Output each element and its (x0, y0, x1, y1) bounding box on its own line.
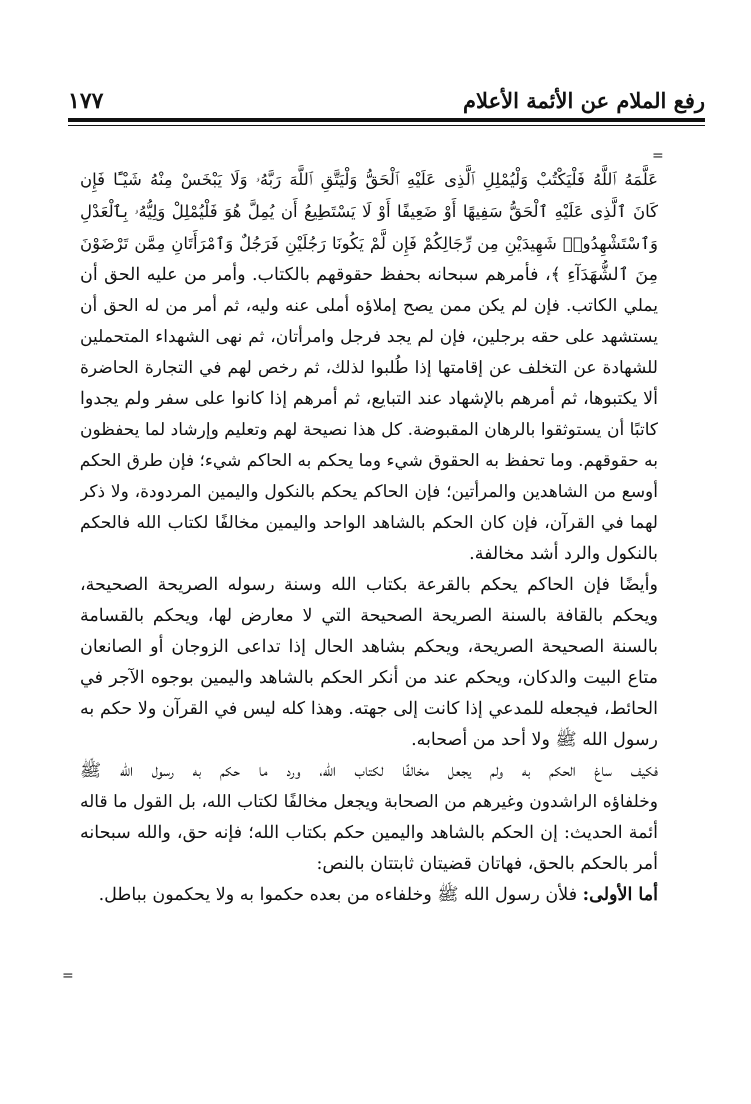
text-line: يملي الكاتب. فإن لم يكن ممن يصح إملاؤه أملى عنه وليه، ثم أمر من له الحق أن (80, 296, 658, 316)
text-line: لهما في القرآن، فإن كان الحكم بالشاهد الواحد واليمين مخالفًا لكتاب الله فالحكم (80, 513, 658, 533)
text-line: أئمة الحديث: إن الحكم بالشاهد واليمين حكم بكتاب الله؛ فإنه حق، والله سبحانه (80, 823, 658, 843)
running-title: رفع الملام عن الأئمة الأعلام (463, 88, 705, 113)
lead-label: أما الأولى: (582, 885, 658, 905)
text-line: أوسع من الشاهدين والمرأتين؛ فإن الحاكم يحكم بالنكول واليمين المردودة، ولا ذكر (80, 482, 658, 502)
continuation-mark-top: = (652, 148, 664, 164)
text-line: ويحكم بالقافة بالسنة الصريحة الصحيحة التي لا معارض لها، ويحكم بالقسامة (80, 606, 658, 626)
text-line: للشهادة عن التخلف عن إقامتها إذا طُلبوا لذلك، ثم رخص لهم في التجارة الحاضرة (80, 358, 658, 378)
header-rule-thin (68, 125, 705, 126)
text-line: رسول الله ﷺ ولا أحد من أصحابه. (411, 730, 658, 750)
page-header (68, 82, 705, 122)
text-line: وَٱسْتَشْهِدُوا۟ شَهِيدَيْنِ مِن رِّجَالِكُمْ فَإِن لَّمْ يَكُونَا رَجُلَيْنِ فَرَجُلٌ وَٱمْرَأَتَانِ مِمَّن تَرْضَوْنَ (80, 234, 658, 253)
text-line: متاع البيت والدكان، ويحكم عند من أنكر الحكم بالشاهد واليمين بوجوه الآجر في (80, 668, 658, 688)
text-line: بالسنة الصحيحة الصريحة، ويحكم بشاهد الحال إذا تداعى الزوجان أو الصانعان (80, 637, 658, 657)
text-line: ألا يكتبوها، ثم أمرهم بالإشهاد عند التبايع، ثم أمرهم إذا كانوا على سفر ولم يجدوا (80, 389, 658, 409)
text-line: كاتبًا أن يستوثقوا بالرهان المقبوضة. كل هذا نصيحة لهم وتعليم وإرشاد لما يحفظون (80, 420, 658, 440)
text-line (80, 880, 658, 911)
lead-text: فلأن رسول الله ﷺ وخلفاءه من بعده حكموا به ولا يحكمون بباطل. (98, 885, 583, 905)
text-line: به حقوقهم. وما تحفظ به الحقوق شيء وما يحكم به الحاكم شيء؛ فإن طرق الحكم (80, 451, 658, 471)
text-line: عَلَّمَهُ ٱللَّهُ فَلْيَكْتُبْ وَلْيُمْلِلِ ٱلَّذِى عَلَيْهِ ٱلْحَقُّ وَلْيَتَّقِ ٱللَّهَ رَبَّهُۥ وَلَا يَبْخَسْ مِنْهُ شَيْـًٔا فَإِن (80, 170, 658, 189)
text-line: فكيف ساغ الحكم به ولم يجعل مخالفًا لكتاب الله، ورد ما حكم به رسول الله ﷺ (80, 761, 658, 781)
text-line: وخلفاؤه الراشدون وغيرهم من الصحابة ويجعل مخالفًا لكتاب الله، بل القول ما قاله (80, 792, 658, 812)
header-rule-thick (68, 118, 705, 122)
text-line: كَانَ ٱلَّذِى عَلَيْهِ ٱلْحَقُّ سَفِيهًا أَوْ ضَعِيفًا أَوْ لَا يَسْتَطِيعُ أَن يُمِلَّ هُوَ فَلْيُمْلِلْ وَلِيُّهُۥ بِٱلْعَدْلِ (80, 202, 658, 221)
text-line: مِنَ ٱلشُّهَدَآءِ ﴾، فأمرهم سبحانه بحفظ حقوقهم بالكتاب. وأمر من عليه الحق أن (80, 265, 658, 285)
text-line: وأيضًا فإن الحاكم يحكم بالقرعة بكتاب الله وسنة رسوله الصريحة الصحيحة، (80, 575, 658, 595)
continuation-mark-bottom: = (62, 968, 74, 984)
body-text (80, 164, 658, 911)
text-line: بالنكول والرد أشد مخالفة. (469, 544, 658, 564)
text-line: أمر بالحكم بالحق، فهاتان قضيتان ثابتتان بالنص: (316, 854, 658, 874)
text-line: الحائط، فيجعله للمدعي إذا كانت إلى جهته. وهذا كله ليس في القرآن ولا حكم به (80, 699, 658, 719)
page-number: ١٧٧ (68, 88, 104, 114)
text-line: يستشهد على حقه برجلين، فإن لم يجد فرجل وامرأتان، ثم نهى الشهداء المتحملين (80, 327, 658, 347)
